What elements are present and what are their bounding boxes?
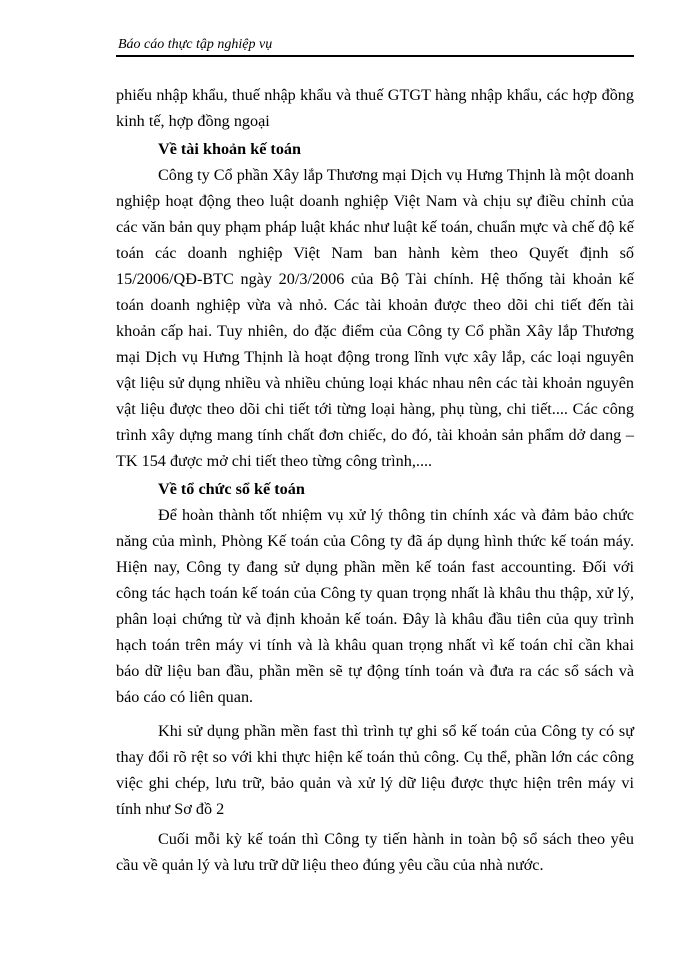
page-header xyxy=(116,36,634,57)
paragraph-books-2: Khi sử dụng phần mền fast thì trình tự ghi sổ kế toán của Công ty có sự thay đổi rõ rệt so với khi thực hiện kế toán thủ công. Cụ thể, phần lớn các công việc ghi chép, lưu trữ, bảo quản và xử lý dữ liệu được thực hiện trên máy vi tính như Sơ đồ 2 xyxy=(116,722,634,818)
heading-books: Về tổ chức sổ kế toán xyxy=(158,480,305,498)
header-rule xyxy=(116,55,634,57)
document-body xyxy=(116,82,634,878)
header-title: Báo cáo thực tập nghiệp vụ xyxy=(118,37,273,52)
paragraph-intro: phiếu nhập khẩu, thuế nhập khẩu và thuế GTGT hàng nhập khẩu, các hợp đồng kinh tế, hợp đồng ngoại xyxy=(116,86,634,130)
paragraph-books-1: Để hoàn thành tốt nhiệm vụ xử lý thông tin chính xác và đảm bảo chức năng của mình, Phòng Kế toán của Công ty đã áp dụng hình thức kế toán máy. Hiện nay, Công ty đang sử dụng phần mền kế toán fast accounting. Đối với công tác hạch toán kế toán của Công ty quan trọng nhất là khâu thu thập, xử lý, phân loại chứng từ và định khoản kế toán. Đây là khâu đầu tiên của quy trình hạch toán trên máy vi tính và là khâu quan trọng nhất vì kế toán chỉ cần khai báo dữ liệu ban đầu, phần mền sẽ tự động tính toán và đưa ra các sổ sách và báo cáo có liên quan. xyxy=(116,506,634,706)
heading-accounts: Về tài khoản kế toán xyxy=(158,140,302,158)
paragraph-accounts: Công ty Cổ phần Xây lắp Thương mại Dịch vụ Hưng Thịnh là một doanh nghiệp hoạt động theo luật doanh nghiệp Việt Nam và chịu sự điều chỉnh của các văn bản quy phạm pháp luật khác như luật kế toán, chuẩn mực và chế độ kế toán các doanh nghiệp Việt Nam ban hành kèm theo Quyết định số 15/2006/QĐ-BTC ngày 20/3/2006 của Bộ Tài chính. Hệ thống tài khoản kế toán doanh nghiệp vừa và nhỏ. Các tài khoản được theo dõi chi tiết đến tài khoản cấp hai. Tuy nhiên, do đặc điểm của Công ty Cổ phần Xây lắp Thương mại Dịch vụ Hưng Thịnh là hoạt động trong lĩnh vực xây lắp, các loại nguyên vật liệu sử dụng nhiều và nhiều chủng loại khác nhau nên các tài khoản nguyên vật liệu được theo dõi chi tiết tới từng loại hàng, phụ tùng, chi tiết.... Các công trình xây dựng mang tính chất đơn chiếc, do đó, tài khoản sản phẩm dở dang – TK 154 được mở chi tiết theo từng công trình,.... xyxy=(116,166,635,470)
paragraph-books-3: Cuối mỗi kỳ kế toán thì Công ty tiến hành in toàn bộ sổ sách theo yêu cầu về quản lý và lưu trữ dữ liệu theo đúng yêu cầu của nhà nước. xyxy=(116,830,634,874)
